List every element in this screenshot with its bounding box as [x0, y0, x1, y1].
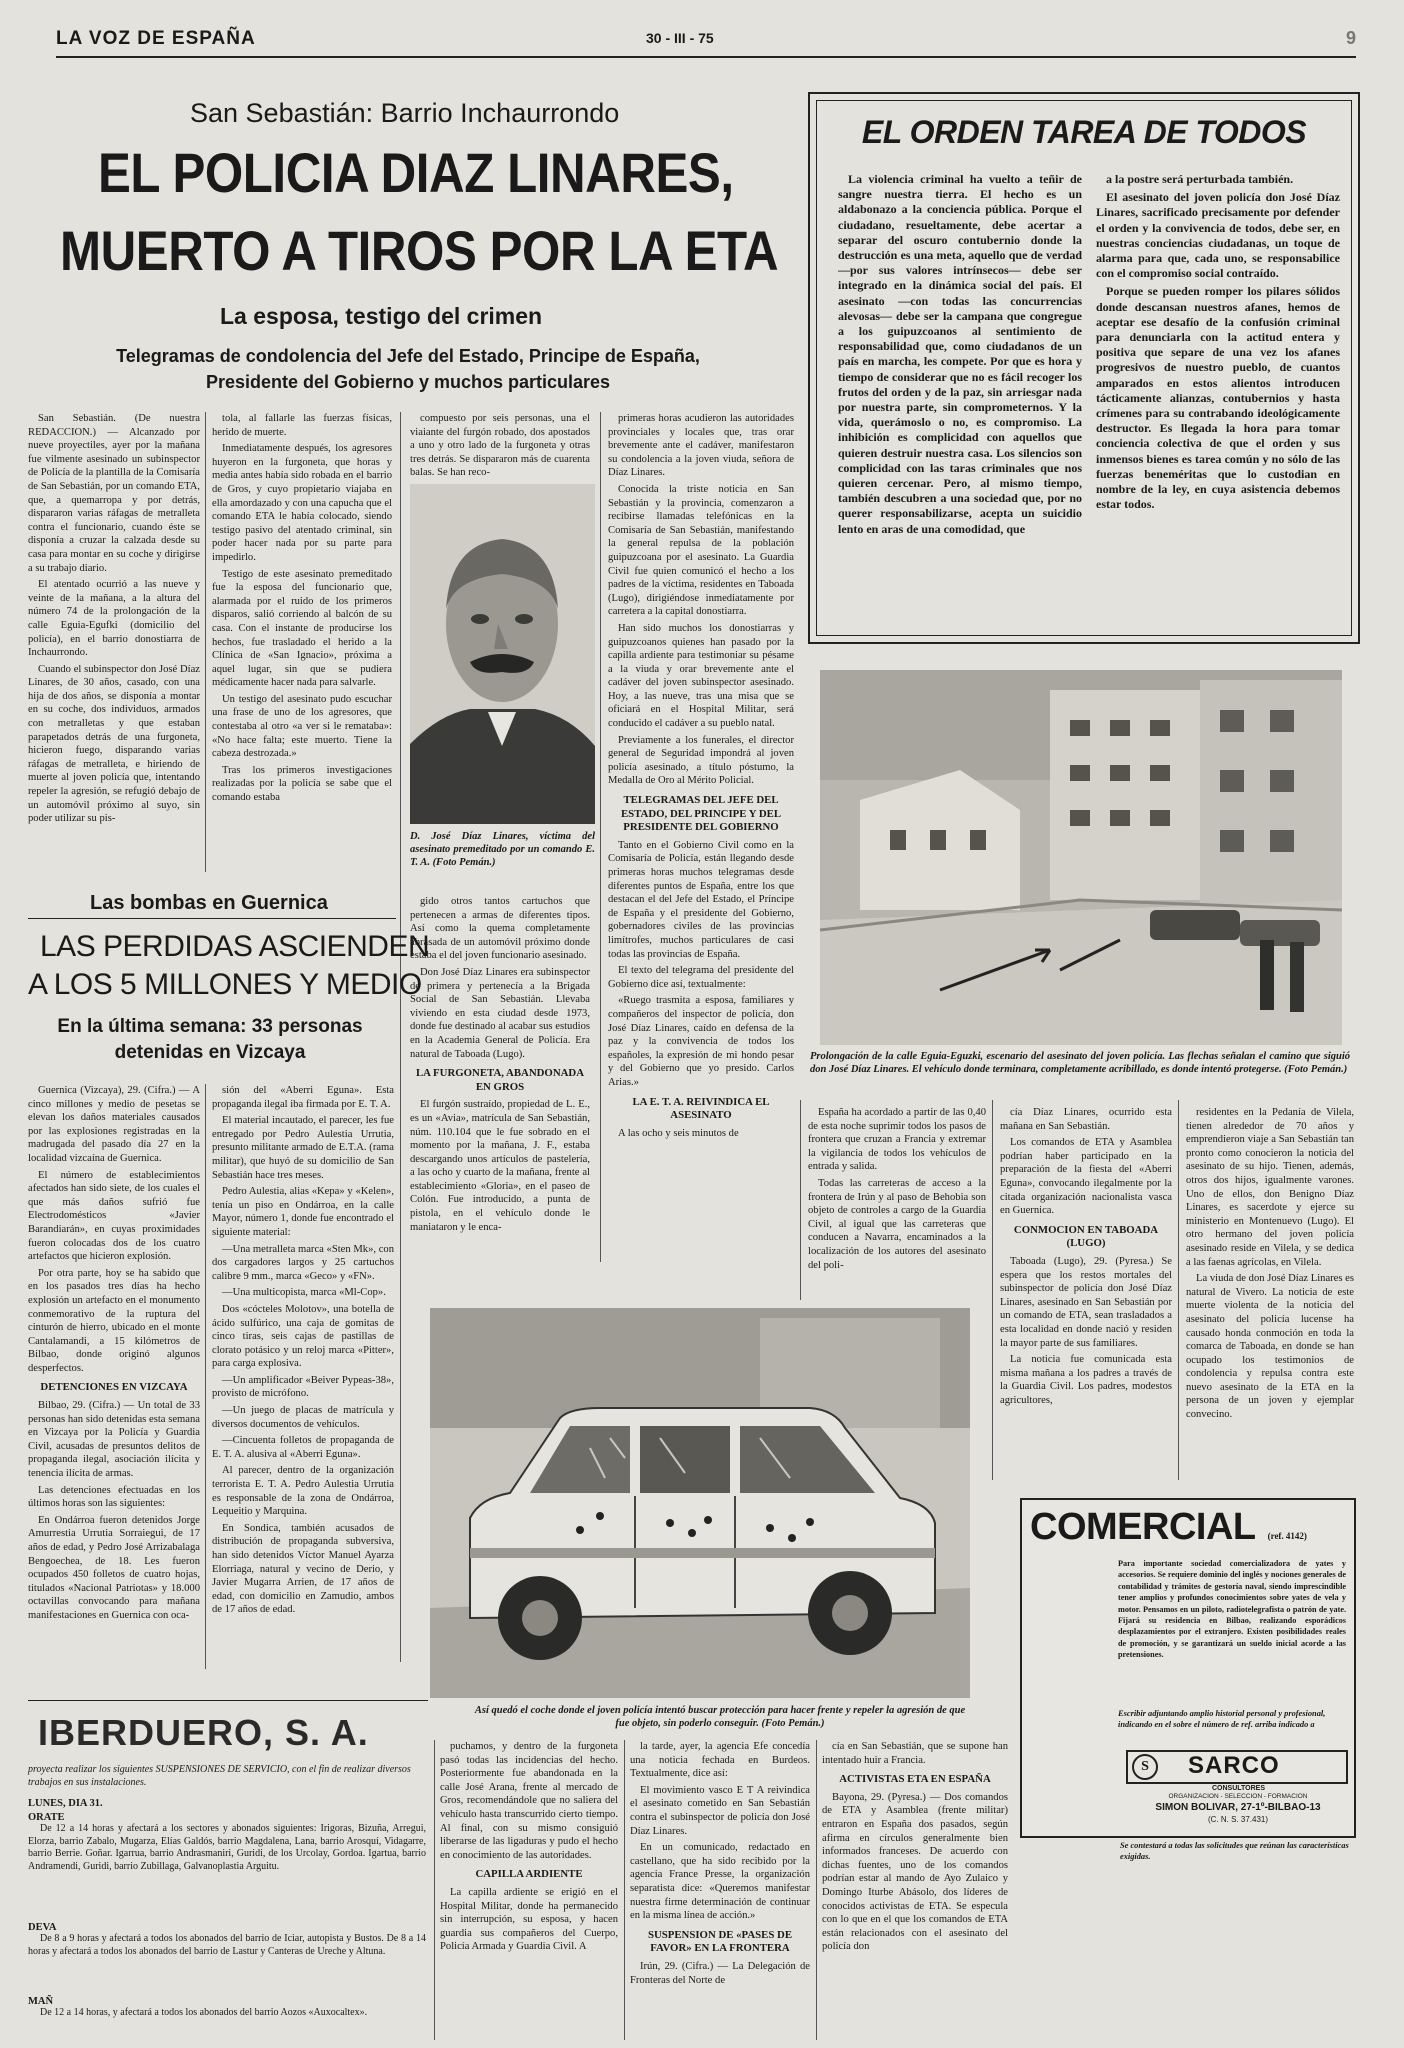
paragraph: residentes en la Pedanía de Vilela, tienen alrededor de 70 años y emprendieron viaje a San Sebastián tan pronto como conocieron la noticia del asesinato de su hijo. Tienen, además, otros dos hijos, igualmente varones. Uno de ellos, don Benigno Díaz Linares, es sacerdote y ejerce su ministerio en Montenuevo (Lugo). El otro hermano del joven policía asesinado reside en Vilela, y se dedica a las faenas agrícolas, en Vilela. [1186, 1107, 1354, 1268]
column-divider [400, 412, 401, 1662]
masthead-paper-name: LA VOZ DE ESPAÑA [56, 28, 256, 49]
editorial-column-1 [838, 172, 1082, 632]
paragraph: Taboada (Lugo), 29. (Pyresa.) Se espera que los restos mortales del subinspector de policía don José Díaz Linares, asesinado en San Sebastián por un comando de ETA, sean trasladados a esta localidad en donde nació y residen la mayor parte de sus familiares. [1000, 1255, 1172, 1349]
sarco-logo [1126, 1750, 1348, 1784]
subhead-furgoneta: LA FURGONETA, ABANDONADA EN GROS [415, 1067, 585, 1093]
iberduero-ad [28, 1704, 428, 2044]
column-divider [434, 1740, 435, 2040]
paragraph: La viuda de don José Díaz Linares es natural de Vivero. La noticia de este muerte violenta de la noticia del asesinato del policía lucense ha causado honda conmoción en toda la comarca de Taboada, en donde se han ocupado los testimonios de condolencia y repulsa contra este nuevo asesinato de la ETA en la persona de un joven y ejemplar convecino. [1186, 1273, 1354, 1421]
lower-middle-column-a [808, 1106, 986, 1306]
subhead-taboada: CONMOCION EN TABOADA (LUGO) [1013, 1223, 1159, 1250]
paragraph: Al parecer, dentro de la organización terrorista E. T. A. Pedro Aulestia Urrutia es responsable de la zona de Ondárroa, Lequeitio y Marquina. [212, 1465, 394, 1518]
paragraph: Bilbao, 29. (Cifra.) — Un total de 33 personas han sido detenidas esta semana en Vizcaya por la Policía y Guardia Civil, acusadas de presuntos delitos de propaganda ilegal, asociación ilícita y tenencia ilícita de armas. [28, 1400, 200, 1480]
paragraph: El texto del telegrama del presidente del Gobierno dice así, textualmente: [608, 965, 794, 990]
iberduero-zone-text: De 12 a 14 horas, y afectará a todos los abonados del barrio Aozos «Auxocaltex». [40, 2007, 368, 2018]
paragraph: El material incautado, el parecer, les fue entregado por Pedro Aulestia Urrutia, presunto militante armado de E.T.A. (rama militar), que huyó de su domicilio de San Sebastián hace tres meses. [212, 1115, 394, 1181]
column-divider [816, 1740, 817, 2040]
comercial-footer: Se contestará a todas las solicitudes que reúnan las características exigidas. [1120, 1841, 1349, 1861]
iberduero-intro: proyecta realizar los siguientes SUSPENSIONES DE SERVICIO, con el fin de realizar diversos trabajos en sus instalaciones. [28, 1764, 411, 1788]
paragraph: Don José Díaz Linares era subinspector de primera y pertenecía a la Brigada Social de San Sebastián. Llevaba viviendo en esta ciudad desde 1973, donde fue destinado al acabar sus estudios en la Academia General de Policía. Era natural de Taboada (Lugo). [410, 966, 590, 1060]
paragraph: Irún, 29. (Cifra.) — La Delegación de Fronteras del Norte de [630, 1960, 810, 1986]
column-divider [600, 412, 601, 1262]
main-headline-line-2: MUERTO A TIROS POR LA ETA [60, 219, 779, 282]
paragraph: Tanto en el Gobierno Civil como en la Comisaría de Policía, están llegando desde primeras horas muchos telegramas desde diferentes puntos de España, entre los que destacan el del Jefe del Estado, el Príncipe de España y el presidente del Gobierno, gobernadores civiles de las provincias limítrofes, muchos particulares de casi todas las provincias de España. [608, 839, 794, 960]
paragraph: —Una metralleta marca «Sten Mk», con dos cargadores largos y 25 cartuchos calibre 9 mm., marca «Geco» y «FN». [212, 1243, 394, 1282]
car-photo [430, 1308, 970, 1698]
paragraph: —Un juego de placas de matrícula y diversos documentos de vehículos. [212, 1405, 394, 1430]
iberduero-zone-text: De 12 a 14 horas y afectará a los sectores y abonados siguientes: Irigoras, Bizuña, Arregui, Elorza, barrio Zabalo, Mugarza, Elías Galdós, barrio Magdalena, Lana, barrio Arosquí, Vidagarre, barrio Berrie. Goñar. Igarrua, barrio Andrasmaniri, Guridi, de los Urcolay, Gordoa. Igartua, barrio Andramendi, Guridi, barrio Zubillaga, Galvanoplastia Arguitu. [28, 1823, 426, 1872]
guernica-column-2 [212, 1084, 394, 1669]
paragraph: —Una multicopista, marca «Ml-Cop». [222, 1287, 386, 1299]
paragraph: La capilla ardiente se erigió en el Hospital Militar, donde ha permanecido sin interrupción, su esposa, y hacen guardia sus compañeros del Cuerpo, Policía Armada y Guardia Civil. A [440, 1886, 618, 1953]
paragraph: Dos «cócteles Molotov», una botella de ácido sulfúrico, una caja de gomitas de cinco tiras, seis cajas de pastillas de clorato potásico y un reloj marca «Pitter», para carga explosiva. [212, 1303, 394, 1370]
main-kicker: San Sebastián: Barrio Inchaurrondo [190, 98, 620, 128]
lower-bottom-column-a [440, 1740, 618, 2040]
main-story-column-1 [28, 412, 200, 872]
sarco-tagline: ORGANIZACION - SELECCION - FORMACION [1168, 1793, 1308, 1800]
column-divider [205, 412, 206, 872]
main-deck-2: Telegramas de condolencia del Jefe del Estado, Principe de España, Presidente del Gobierno y muchos particulares [116, 346, 700, 392]
masthead-rule [56, 56, 1356, 58]
main-headline-line-1: EL POLICIA DIAZ LINARES, [98, 141, 734, 204]
comercial-ad [1020, 1498, 1356, 1838]
paragraph: Tras los primeros investigaciones realizadas por la policía se sabe que el comando estaba [212, 764, 392, 804]
street-photo [820, 670, 1342, 1045]
car-photo-caption: Así quedó el coche donde el joven policía intentó buscar protección para hacer frente y repeler la agresión de que fue objeto, sin poderlo conseguir. (Foto Pemán.) [474, 1705, 966, 1729]
guernica-kicker: Las bombas en Guernica [90, 892, 328, 914]
guernica-rule [28, 918, 396, 919]
lower-bottom-column-b [630, 1740, 810, 2040]
guernica-deck: En la última semana: 33 personas detenidas en Vizcaya [57, 1016, 363, 1063]
paragraph: Por otra parte, hoy se ha sabido que en los pasados tres días ha hecho explosión un artefacto en el monumento conmemorativo de la ruptura del cinturón de hierro, ubicado en el monte Cantalamandi, a 15 kilómetros de Bilbao, donde originó algunos desperfectos. [28, 1267, 200, 1374]
paragraph: sión del «Aberri Eguna». Esta propaganda ilegal iba firmada por E. T. A. [212, 1085, 394, 1110]
paragraph: Los comandos de ETA y Asamblea podrían haber participado en la preparación de la fiesta del «Aberri Eguna», convocando ilegalmente por la citada organización nacionalista vasca en Guernica. [1000, 1137, 1172, 1217]
iberduero-zone-1 [28, 1812, 426, 1873]
paragraph: cía en San Sebastián, que se supone han intentado huir a Francia. [822, 1741, 1008, 1766]
lower-bottom-column-c [822, 1740, 1008, 2040]
comercial-title: COMERCIAL [1030, 1506, 1256, 1548]
lower-middle-column-b [1000, 1106, 1172, 1486]
paragraph: El asesinato del joven policía don José Díaz Linares, sacrificado precisamente por defender el orden y la convivencia de todos, debe ser, en nuestras conciencias ciudadanas, un toque de alarma para que, cada uno, se responsabilice con el compromiso social contraído. [1096, 190, 1340, 281]
guernica-headline-line-2: A LOS 5 MILLONES Y MEDIO [28, 968, 422, 1001]
paragraph: El atentado ocurrió a las nueve y veinte de la mañana, a la altura del número 74 de la prolongación de la calle Eguia-Egufki (domicilio del policía), en el barrio donostiarra de Inchaurrondo. [28, 579, 200, 659]
column-divider [1178, 1100, 1179, 1480]
iberduero-zone-3 [28, 1996, 426, 2020]
subhead-pases-favor: SUSPENSION DE «PASES DE FAVOR» EN LA FRONTERA [647, 1928, 793, 1955]
subhead-capilla: CAPILLA ARDIENTE [475, 1868, 583, 1881]
guernica-column-1 [28, 1084, 200, 1669]
paragraph: En Ondárroa fueron detenidos Jorge Amurrestia Urrutia Sorraiegui, de 17 años de edad, y Pedro José Arrizabalaga Bengoechea, de 18. Les fueron ocupados 450 folletos de cuatro hojas, titulados «Nacional Patriotas» y 18.000 octavillas convocando para mañana manifestaciones en Guernica con oca- [28, 1514, 200, 1621]
paragraph: San Sebastián. (De nuestra REDACCION.) — Alcanzado por nueve proyectiles, ayer por la mañana fue vilmente asesinado un subinspector de Policía de la plantilla de la Comisaría de San Sebastián, por un comando ETA, que, a quemarropa y por detrás, dispararon varias ráfagas de metralleta contra el funcionario, cuando éste se disponía a cruzar la calzada desde su casa para montar en su coche y dirigirse a su trabajo diario. [28, 413, 200, 574]
paragraph: Pedro Aulestia, alias «Kepa» y «Kelen», tenía un piso en Ondárroa, en la calle Mayor, número 1, donde fue encontrado el siguiente material: [212, 1186, 394, 1238]
subhead-detenciones: DETENCIONES EN VIZCAYA [40, 1381, 188, 1394]
paragraph: En Sondica, también acusados de distribución de propaganda subversiva, han sido detenidos Víctor Manuel Ayarza Elorriaga, natural y vecino de Derio, y Javier Mugarra Arrien, de 17 años de edad, con domicilio en Zamudio, ambos de 17 años de edad. [212, 1522, 394, 1616]
paragraph: Un testigo del asesinato pudo escuchar una frase de uno de los agresores, que contestaba al otro «a ver si le remataba»: «No hace falta; este muerto. Tiene la cabeza destrozada.» [212, 693, 392, 760]
car-photo-image [430, 1308, 970, 1698]
guernica-headline-line-1: LAS PERDIDAS ASCIENDEN [40, 930, 430, 963]
main-story-column-4 [608, 412, 794, 1272]
paragraph: Inmediatamente después, los agresores huyeron en la furgoneta, que horas y media antes había sido robada en el barrio de Gros, y cuyo propietario viajaba en ella amordazado y con una capucha que el comando ETA le había colocado, siendo testigo pasivo del atentado criminal, sin poder hacer nada por su parte para impedirlo. [212, 443, 392, 563]
paragraph: la tarde, ayer, la agencia Efe concedía una noticia fechada en Burdeos. Textualmente, dice así: [630, 1741, 810, 1780]
sarco-name: SARCO [1188, 1752, 1280, 1779]
paragraph: Las detenciones efectuadas en los últimos horas son las siguientes: [28, 1484, 200, 1510]
subhead-eta-reivindica: LA E. T. A. REIVINDICA EL ASESINATO [632, 1095, 770, 1122]
iberduero-day: LUNES, DIA 31. [28, 1798, 103, 1809]
paragraph: Cuando el subinspector don José Díaz Linares, de 30 años, casado, con una hija de dos años, se disponía a montar en su coche, dos individuos, armados con metralletas y que estaban parapetados detrás de una furgoneta, hicieron fuego, disparando varias ráfagas de metralleta, e hiriendo de muerte al joven policía que, intentando repeler la agresión, se refugió debajo de un automóvil próximo al suyo, sin poder utilizar su pis- [28, 663, 200, 825]
paragraph: En un comunicado, redactado en castellano, que ha sido recibido por la agencia France Presse, la organización separatista dice: «Queremos manifestar nuestra firme determinación de continuar en la misma línea de acción.» [630, 1842, 810, 1922]
sarco-logo-mark [1132, 1754, 1158, 1780]
paragraph: a la postre será perturbada también. [1106, 172, 1294, 186]
subhead-activistas: ACTIVISTAS ETA EN ESPAÑA [839, 1773, 991, 1786]
portrait-caption: D. José Díaz Linares, víctima del asesinato premeditado por un comando E. T. A. (Foto Pemán.) [410, 831, 595, 868]
portrait-photo-image [410, 484, 595, 824]
column-divider [992, 1100, 993, 1480]
masthead-page-number: 9 [1346, 28, 1357, 48]
comercial-body: Para importante sociedad comercializadora de yates y accesorios. Se requiere dominio del inglés y nociones generales de contabilidad y trámites de gestoría naval, siendo imprescindible tener amplios y profundos conocimientos sobre yates de vela y motor. Pensamos en un piloto, radiotelegrafista o patrón de yate. Fijará su residencia en Bilbao, realizando esporádicos desplazamientos por el extranjero. Existen posibilidades reales de promoción, y se garantizará un sueldo inicial acorde a las pretensiones. [1118, 1559, 1346, 1660]
paragraph: Porque se pueden romper los pilares sólidos donde descansan nuestros afanes, hemos de aceptar ese desafío de la confusión criminal para denunciarla con la actitud entera y positiva que separe de una vez los afanes progresivos de nuestro pueblo, de cuantos amparados en estos alientos introducen tácticamente alianzas, contubernios y hasta crímenes para su contrabando ideológicamente destructor. Es llegada la hora para tomar conciencia colectiva de que el orden y sus inmensos bienes es tarea común y no sólo de las fuerzas beneméritas que lo custodian en nombre de la ley, en cuya asistencia debemos estar todos. [1096, 284, 1340, 512]
editorial-column-2 [1096, 172, 1340, 632]
paragraph: —Cincuenta folletos de propaganda de E. T. A. alusiva al «Aberri Eguna». [212, 1435, 394, 1460]
paragraph: puchamos, y dentro de la furgoneta pasó todas las incidencias del hecho. Posteriormente fue abandonada en la calle José Arana, frente al mercado de Gros, recomendándole que no saliera del vehículo hasta transcurrido cierto tiempo. Al final, con su mismo consiguió liberarse de las ligaduras y pudo el hecho en conocimiento de las autoridades. [440, 1741, 618, 1861]
sarco-subtitle: CONSULTORES [1212, 1785, 1266, 1792]
portrait-photo [410, 484, 595, 824]
iberduero-zone-name: DEVA [28, 1922, 57, 1933]
iberduero-zone-text: De 8 a 9 horas y afectará a todos los abonados del barrio de Iciar, autopista y Bustos. De 8 a 14 horas y afectará a todos los abonados del barrio de Lastur y Canteras de Ureche y Altuna. [28, 1933, 426, 1957]
paragraph: tola, al fallarle las fuerzas físicas, herido de muerte. [212, 413, 392, 438]
iberduero-rule [28, 1700, 428, 1701]
paragraph: España ha acordado a partir de las 0,40 de esta noche suprimir todos los pasos de frontera que cruzan a Francia y extremar la vigilancia de todos los vehículos de entrada y salida. [808, 1107, 986, 1173]
iberduero-zone-name: MAÑ [28, 1996, 54, 2007]
lower-middle-column-c [1186, 1106, 1354, 1486]
main-story-column-3-top [410, 412, 590, 480]
paragraph: —Un amplificador «Beiver Pypeas-38», provisto de micrófono. [212, 1374, 394, 1400]
paragraph: El movimiento vasco E T A reivindica el asesinato cometido en San Sebastián contra el subinspector de policía don José Díaz Linares. [630, 1784, 810, 1837]
column-divider [624, 1740, 625, 2040]
comercial-instructions: Escribir adjuntando amplio historial personal y profesional, indicando en el sobre el número de ref. arriba indicado a [1118, 1709, 1326, 1729]
paragraph: «Ruego trasmita a esposa, familiares y compañeros del inspector de policía, don José Díaz Linares, caído en defensa de la paz y la convivencia de todos los españoles, la expresión de mi hondo pesar y del Gobierno que yo presido. Carlos Arias.» [608, 995, 794, 1088]
masthead-date: 30 - III - 75 [646, 30, 714, 46]
comercial-ref: (ref. 4142) [1267, 1531, 1307, 1541]
main-deck-1: La esposa, testigo del crimen [220, 303, 543, 329]
paragraph: La violencia criminal ha vuelto a teñir de sangre nuestra tierra. El hecho es un aldabonazo a la conciencia pública. Porque el ciudadano, resueltamente, debe acertar a separar del oscuro contubernio donde la destrucción es una meta, aquello que de verdad —por sus valores intrínsecos— debe ser integrado en la dinámica social del país. El asesinato —con todas las concurrencias alevosas— debe ser la campana que congregue a los guipuzcoanos al sentimiento de responsabilidad que, como ciudadanos de un país en marcha, les compete. Por que es hora y tiempo de considerar que no es fácil recoger los frutos del orden y de la paz, sin arriesgar nada por nuestra parte, sin comprometernos. Y la vida, querámoslo o no, es compromiso. La inhibición es complicidad con aquellos que quieren destruir nuestra casa. Los silencios son complicidad con las taras criminales que nos quieren cercenar. Pero, al mismo tiempo, también descubren a una sociedad que, por no querer responsabilizarse, acepta un suicidio lento en aras de una comodidad, que [838, 172, 1082, 536]
main-story-column-2 [212, 412, 392, 872]
paragraph: Testigo de este asesinato premeditado fue la esposa del funcionario que, alarmada por el ruido de los primeros disparos, salió corriendo al balcón de su casa. Con el instante de producirse los hechos, fue trasladado el herido a la Clínica de «San Ignacio», próxima a aquel lugar, sin que se pudiera médicamente hacer nada para salvarle. [212, 568, 392, 689]
paragraph: A las ocho y seis minutos de [618, 1127, 739, 1139]
paragraph: El número de establecimientos afectados han sido siete, de los cuales el que más daños sufrió fue Electrodomésticos «Javier Barandiarán», en cuyas proximidades fueron colocadas dos de los cuatro artefactos que hicieron explosión. [28, 1169, 200, 1263]
paragraph: El furgón sustraído, propiedad de L. E., es un «Avia», matrícula de San Sebastián, núm. 110.104 que le fue sobrado en el momento por la mañana, J. F., estaba descargando unos artículos de pastelería, a las ocho y cuarto de la mañana, frente al establecimiento «Gloria», en el paseo de Colón. Fue introducido, a punta de pistola, en el vehículo donde le maniataron y le enca- [410, 1099, 590, 1233]
paragraph: gido otros tantos cartuchos que pertenecen a armas de diferentes tipos. Así como la quema completamente abrasada de un automóvil próximo donde estaba el del joven funcionario asesinado. [410, 896, 590, 962]
street-photo-image [820, 670, 1342, 1045]
paragraph: Bayona, 29. (Pyresa.) — Dos comandos de ETA y Asamblea (frente militar) entraron en España dos pasados, según afirma en círculos generalmente bien informados franceses. De acuerdo con dichas fuentes, uno de los comandos podrían estar al mando de Ayo Zulaico y Domingo Iturbe Abásolo, dos líderes de conocidos activistas de ETA. Se especula con lo que en el que los comandos de ETA están relacionados con el asesinato del policía don [822, 1791, 1008, 1953]
paragraph: compuesto por seis personas, una el viaiante del furgón robado, dos apostados a uno y otro lado de la furgoneta y otras tres detrás. Se dispararon más de cuarenta balas. Se han reco- [410, 413, 590, 479]
editorial-box [808, 92, 1360, 644]
paragraph: Han sido muchos los donostiarras y guipuzcoanos quienes han pasado por la capilla ardiente para testimoniar su pésame a la viuda y orar brevemente ante el cadáver del joven subinspector asesinado. Hoy, a las nueve, tras una misa que se oficiará en el Hospital Militar, será conducido el cadáver a su pueblo natal. [608, 622, 794, 730]
subhead-telegramas: TELEGRAMAS DEL JEFE DEL ESTADO, DEL PRINCIPE Y DEL PRESIDENTE DEL GOBIERNO [620, 794, 782, 834]
sarco-address: SIMON BOLIVAR, 27-1º-BILBAO-13 [1155, 1802, 1321, 1813]
masthead [56, 28, 1356, 58]
column-divider [205, 1084, 206, 1669]
paragraph: La noticia fue comunicada esta misma mañana a los padres a través de la Guardia Civil. Los padres, modestos agricultores, [1000, 1354, 1172, 1406]
comercial-ad-header [1030, 1506, 1346, 1554]
iberduero-zone-name: ORATE [28, 1812, 65, 1823]
paragraph: primeras horas acudieron las autoridades provinciales y locales que, tras orar brevemente ante el cadáver, manifestaron su condolencia a la joven viuda, señora de Díaz Linares. [608, 413, 794, 479]
paragraph: Conocida la triste noticia en San Sebastián y la provincia, comenzaron a recibirse llamadas telefónicas en la Comisaría de San Sebastián, manifestando la general repulsa de la población guipuzcoana por el asesinato. La Guardia Civil fue quien comunicó el hecho a los padres de la víctima, residentes en Taboada (Lugo), dirigiéndose inmediatamente por carretera a la capital donostiarra. [608, 483, 794, 618]
paragraph: Todas las carreteras de acceso a la frontera de Irún y al paso de Behobia son objeto de controles a cargo de la Guardia Civil, al igual que las carreteras que conducen a Navarra, encaminados a la localización de los autores del asesinato del poli- [808, 1177, 986, 1271]
editorial-title: EL ORDEN TAREA DE TODOS [861, 114, 1307, 150]
column-divider [800, 1100, 801, 1300]
paragraph: Guernica (Vizcaya), 29. (Cifra.) — A cinco millones y medio de pesetas se elevan los daños materiales causados por las explosiones registradas en la madrugada del pasado día 27 en la localidad vizcaína de Guernica. [28, 1085, 200, 1164]
paragraph: cía Díaz Linares, ocurrido esta mañana en San Sebastián. [1000, 1107, 1172, 1132]
iberduero-title: IBERDUERO, S. A. [38, 1712, 369, 1753]
paragraph: Previamente a los funerales, el director general de Seguridad impondrá al joven policía asesinado, a título póstumo, la Medalla de Oro al Mérito Policial. [608, 734, 794, 787]
sarco-cns: (C. N. S. 37.431) [1207, 1815, 1269, 1824]
sarco-logo-initial: S [1141, 1759, 1149, 1774]
street-photo-caption: Prolongación de la calle Eguia-Eguzki, escenario del asesinato del joven policía. Las flechas señalan el camino que siguió don José Díaz Linares. El vehículo donde terminara, completamente acribillado, es donde intentó protegerse. (Foto Pemán.) [810, 1051, 1350, 1075]
iberduero-zone-2 [28, 1922, 426, 1958]
